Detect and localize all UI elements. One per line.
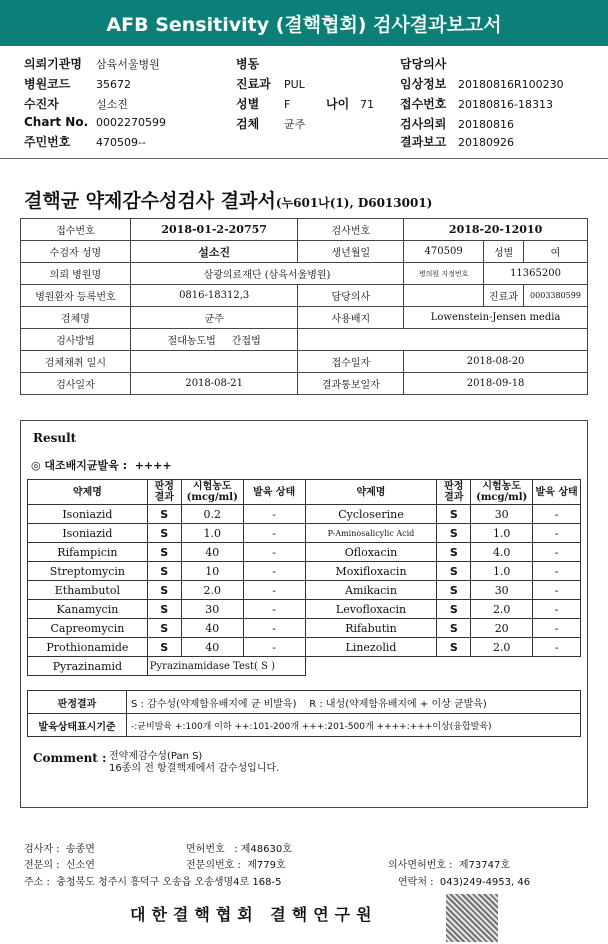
drug-row	[28, 619, 581, 638]
growth-status: -	[533, 619, 581, 638]
footer-examiner: 검사자 : 송종면	[24, 844, 95, 855]
drug-name: Rifabutin	[305, 619, 437, 638]
result-value: S	[147, 524, 181, 543]
growth-status: -	[533, 638, 581, 657]
info-chart-no: Chart No. 0002270599	[24, 115, 166, 129]
specimen: 균주	[130, 307, 298, 329]
institute-name: 대한결핵협회 결핵연구원	[130, 905, 378, 924]
growth-status: -	[243, 562, 305, 581]
meta-row-numbers: 접수번호 2018-01-2-20757 검사번호 2018-20-12010	[21, 219, 588, 241]
pza-result: Pyrazinamidase Test( S )	[147, 657, 305, 676]
concentration: 2.0	[471, 638, 533, 657]
meta-row-patient: 수검자 성명 설소진 생년월일 470509 성별 여	[21, 241, 588, 263]
header-title: AFB Sensitivity (결핵협회) 검사결과보고서	[106, 13, 502, 36]
concentration: 2.0	[181, 581, 243, 600]
legend-r: R : 내성(약제함유배지에 + 이상 균발육)	[309, 698, 487, 710]
drug-row	[28, 543, 581, 562]
result-value: S	[437, 562, 471, 581]
drug-table	[27, 479, 581, 676]
footer-spec-no: 전문의번호 : 제779호	[186, 860, 286, 871]
growth-status: -	[533, 543, 581, 562]
report-title-code: (누601나(1), D6013001)	[275, 196, 433, 210]
drug-name: Capreomycin	[28, 619, 148, 638]
footer-doc-license: 의사면허번호 : 제73747호	[388, 860, 511, 871]
concentration: 4.0	[471, 543, 533, 562]
divider-top	[0, 158, 608, 159]
result-value: S	[437, 600, 471, 619]
info-specimen: 검체 균주	[236, 117, 306, 131]
comment	[33, 751, 279, 775]
comment-label: Comment :	[33, 751, 107, 765]
received-date: 2018-08-20	[404, 351, 588, 373]
meta-row-hospital: 의뢰 병원명 삼광의료재단 (삼육서울병원) 병의원 지정번호 11365200	[21, 263, 588, 285]
drug-name: Kanamycin	[28, 600, 148, 619]
drug-name: Amikacin	[305, 581, 437, 600]
drug-row	[28, 600, 581, 619]
result-value: S	[437, 619, 471, 638]
info-sex: 성별 F	[236, 97, 291, 111]
result-value: S	[147, 600, 181, 619]
concentration: 40	[181, 543, 243, 562]
dept-code: 0003380599	[524, 285, 588, 307]
result-heading: Result	[33, 431, 77, 445]
legend-judge: 판정결과 S : 감수성(약제함유배지에 균 비발육) R : 내성(약제함유배지에 + 이상 균발육)	[28, 691, 581, 714]
hospital-no: 11365200	[484, 263, 588, 285]
concentration: 30	[471, 581, 533, 600]
info-resident-no: 주민번호 470509--	[24, 135, 146, 149]
comment-line-1: 전약제감수성(Pan S)	[109, 751, 203, 762]
concentration: 1.0	[471, 562, 533, 581]
comment-line-2: 16종의 전 항결핵제에서 감수성입니다.	[109, 763, 280, 774]
growth-status: -	[533, 600, 581, 619]
result-value: S	[437, 581, 471, 600]
concentration: 40	[181, 619, 243, 638]
growth-status: -	[243, 524, 305, 543]
method: 절대농도법 간접법	[130, 329, 298, 351]
info-doctor: 담당의사	[400, 57, 447, 71]
hospital-name: 삼광의료재단 (삼육서울병원)	[130, 263, 403, 285]
drug-name: Ofloxacin	[305, 543, 437, 562]
notify-date: 2018-09-18	[404, 373, 588, 395]
meta-row-registration: 병원환자 등록번호 0816-18312,3 담당의사 진료과 0003380599	[21, 285, 588, 307]
patient-name: 설소진	[130, 241, 298, 263]
footer-license: 면허번호 : 제48630호	[186, 844, 292, 855]
meta-row-dates: 검사일자 2018-08-21 결과통보일자 2018-09-18	[21, 373, 588, 395]
drug-name: Isoniazid	[28, 505, 148, 524]
info-report-date: 결과보고 20180926	[400, 135, 514, 149]
footer-address: 주소 : 충청북도 청주시 흥덕구 오송읍 오송생명4로 168-5	[24, 877, 282, 888]
result-value: S	[147, 562, 181, 581]
drug-name: Ethambutol	[28, 581, 148, 600]
result-value: S	[147, 543, 181, 562]
growth-status: -	[533, 581, 581, 600]
control-growth-value: ++++	[134, 459, 172, 472]
result-value: S	[147, 505, 181, 524]
control-growth: ◎ 대조배지균발육 : ++++	[31, 459, 172, 472]
info-request-date: 검사의뢰 20180816	[400, 117, 514, 131]
growth-status: -	[533, 505, 581, 524]
info-accession: 접수번호 20180816-18313	[400, 97, 553, 111]
growth-status: -	[243, 619, 305, 638]
drug-row	[28, 638, 581, 657]
registration-no: 0816-18312,3	[130, 285, 298, 307]
result-value: S	[437, 543, 471, 562]
result-value: S	[147, 619, 181, 638]
info-patient: 수진자 설소진	[24, 97, 128, 111]
dob: 470509	[404, 241, 484, 263]
test-date: 2018-08-21	[130, 373, 298, 395]
info-hospital-name: 의뢰기관명 삼육서울병원	[24, 57, 160, 71]
info-ward: 병동	[236, 57, 260, 71]
concentration: 30	[181, 600, 243, 619]
info-clinical: 임상정보 20180816R100230	[400, 77, 564, 91]
concentration: 1.0	[181, 524, 243, 543]
pza-drug: Pyrazinamid	[28, 657, 148, 676]
legend-growth: 발육상태표시기준 -:균비발육 +:100개 이하 ++:101-200개 +++:201-500개 ++++:+++이상(융합발육)	[28, 714, 581, 737]
meta-table	[20, 218, 588, 395]
result-value: S	[147, 581, 181, 600]
legend-growth-text: -:균비발육 +:100개 이하 ++:101-200개 +++:201-500개 ++++:+++이상(융합발육)	[127, 714, 581, 737]
growth-status: -	[243, 581, 305, 600]
result-box	[20, 420, 588, 808]
growth-status: -	[243, 543, 305, 562]
drug-row	[28, 581, 581, 600]
drug-table-header: 약제명 판정 결과 시험농도 (mcg/ml) 발육 상태 약제명 판정 결과 시험농도 (mcg/ml) 발육 상태	[28, 480, 581, 505]
meta-row-collect: 검체채취 일시 접수일자 2018-08-20	[21, 351, 588, 373]
doctor	[404, 285, 484, 307]
receipt-no: 2018-01-2-20757	[130, 219, 298, 241]
meta-row-method: 검사방법 절대농도법 간접법	[21, 329, 588, 351]
legend-table	[27, 690, 581, 737]
report-header	[0, 0, 608, 46]
growth-status: -	[243, 638, 305, 657]
drug-name: P-Aminosalicylic Acid	[305, 524, 437, 543]
drug-row	[28, 562, 581, 581]
concentration: 20	[471, 619, 533, 638]
info-dept: 진료과 PUL	[236, 77, 305, 91]
drug-row	[28, 524, 581, 543]
result-value: S	[147, 638, 181, 657]
drug-name: Prothionamide	[28, 638, 148, 657]
sex: 여	[524, 241, 588, 263]
drug-row	[28, 505, 581, 524]
drug-name: Streptomycin	[28, 562, 148, 581]
concentration: 40	[181, 638, 243, 657]
medium: Lowenstein-Jensen media	[404, 307, 588, 329]
growth-status: -	[243, 505, 305, 524]
meta-row-specimen: 검체명 균주 사용배지 Lowenstein-Jensen media	[21, 307, 588, 329]
drug-name: Linezolid	[305, 638, 437, 657]
concentration: 0.2	[181, 505, 243, 524]
legend-s: S : 감수성(약제함유배지에 균 비발육)	[131, 698, 297, 710]
concentration: 30	[471, 505, 533, 524]
concentration: 10	[181, 562, 243, 581]
result-value: S	[437, 638, 471, 657]
concentration: 2.0	[471, 600, 533, 619]
concentration: 1.0	[471, 524, 533, 543]
info-hospital-code: 병원코드 35672	[24, 77, 131, 91]
drug-name: Moxifloxacin	[305, 562, 437, 581]
info-age: 나이 71	[326, 97, 374, 111]
drug-name: Rifampicin	[28, 543, 148, 562]
growth-status: -	[533, 562, 581, 581]
drug-name: Levofloxacin	[305, 600, 437, 619]
growth-status: -	[243, 600, 305, 619]
drug-name: Isoniazid	[28, 524, 148, 543]
report-title: 결핵균 약제감수성검사 결과서(누601나(1), D6013001)	[24, 190, 433, 212]
test-no: 2018-20-12010	[404, 219, 588, 241]
result-value: S	[437, 524, 471, 543]
collect-date	[130, 351, 298, 373]
pza-row	[28, 657, 581, 676]
growth-status: -	[533, 524, 581, 543]
footer-specialist: 전문의 : 신소연	[24, 860, 95, 871]
seal-stamp	[446, 894, 498, 942]
drug-name: Cycloserine	[305, 505, 437, 524]
result-value: S	[437, 505, 471, 524]
footer-contact: 연락처 : 043)249-4953, 46	[398, 877, 531, 888]
